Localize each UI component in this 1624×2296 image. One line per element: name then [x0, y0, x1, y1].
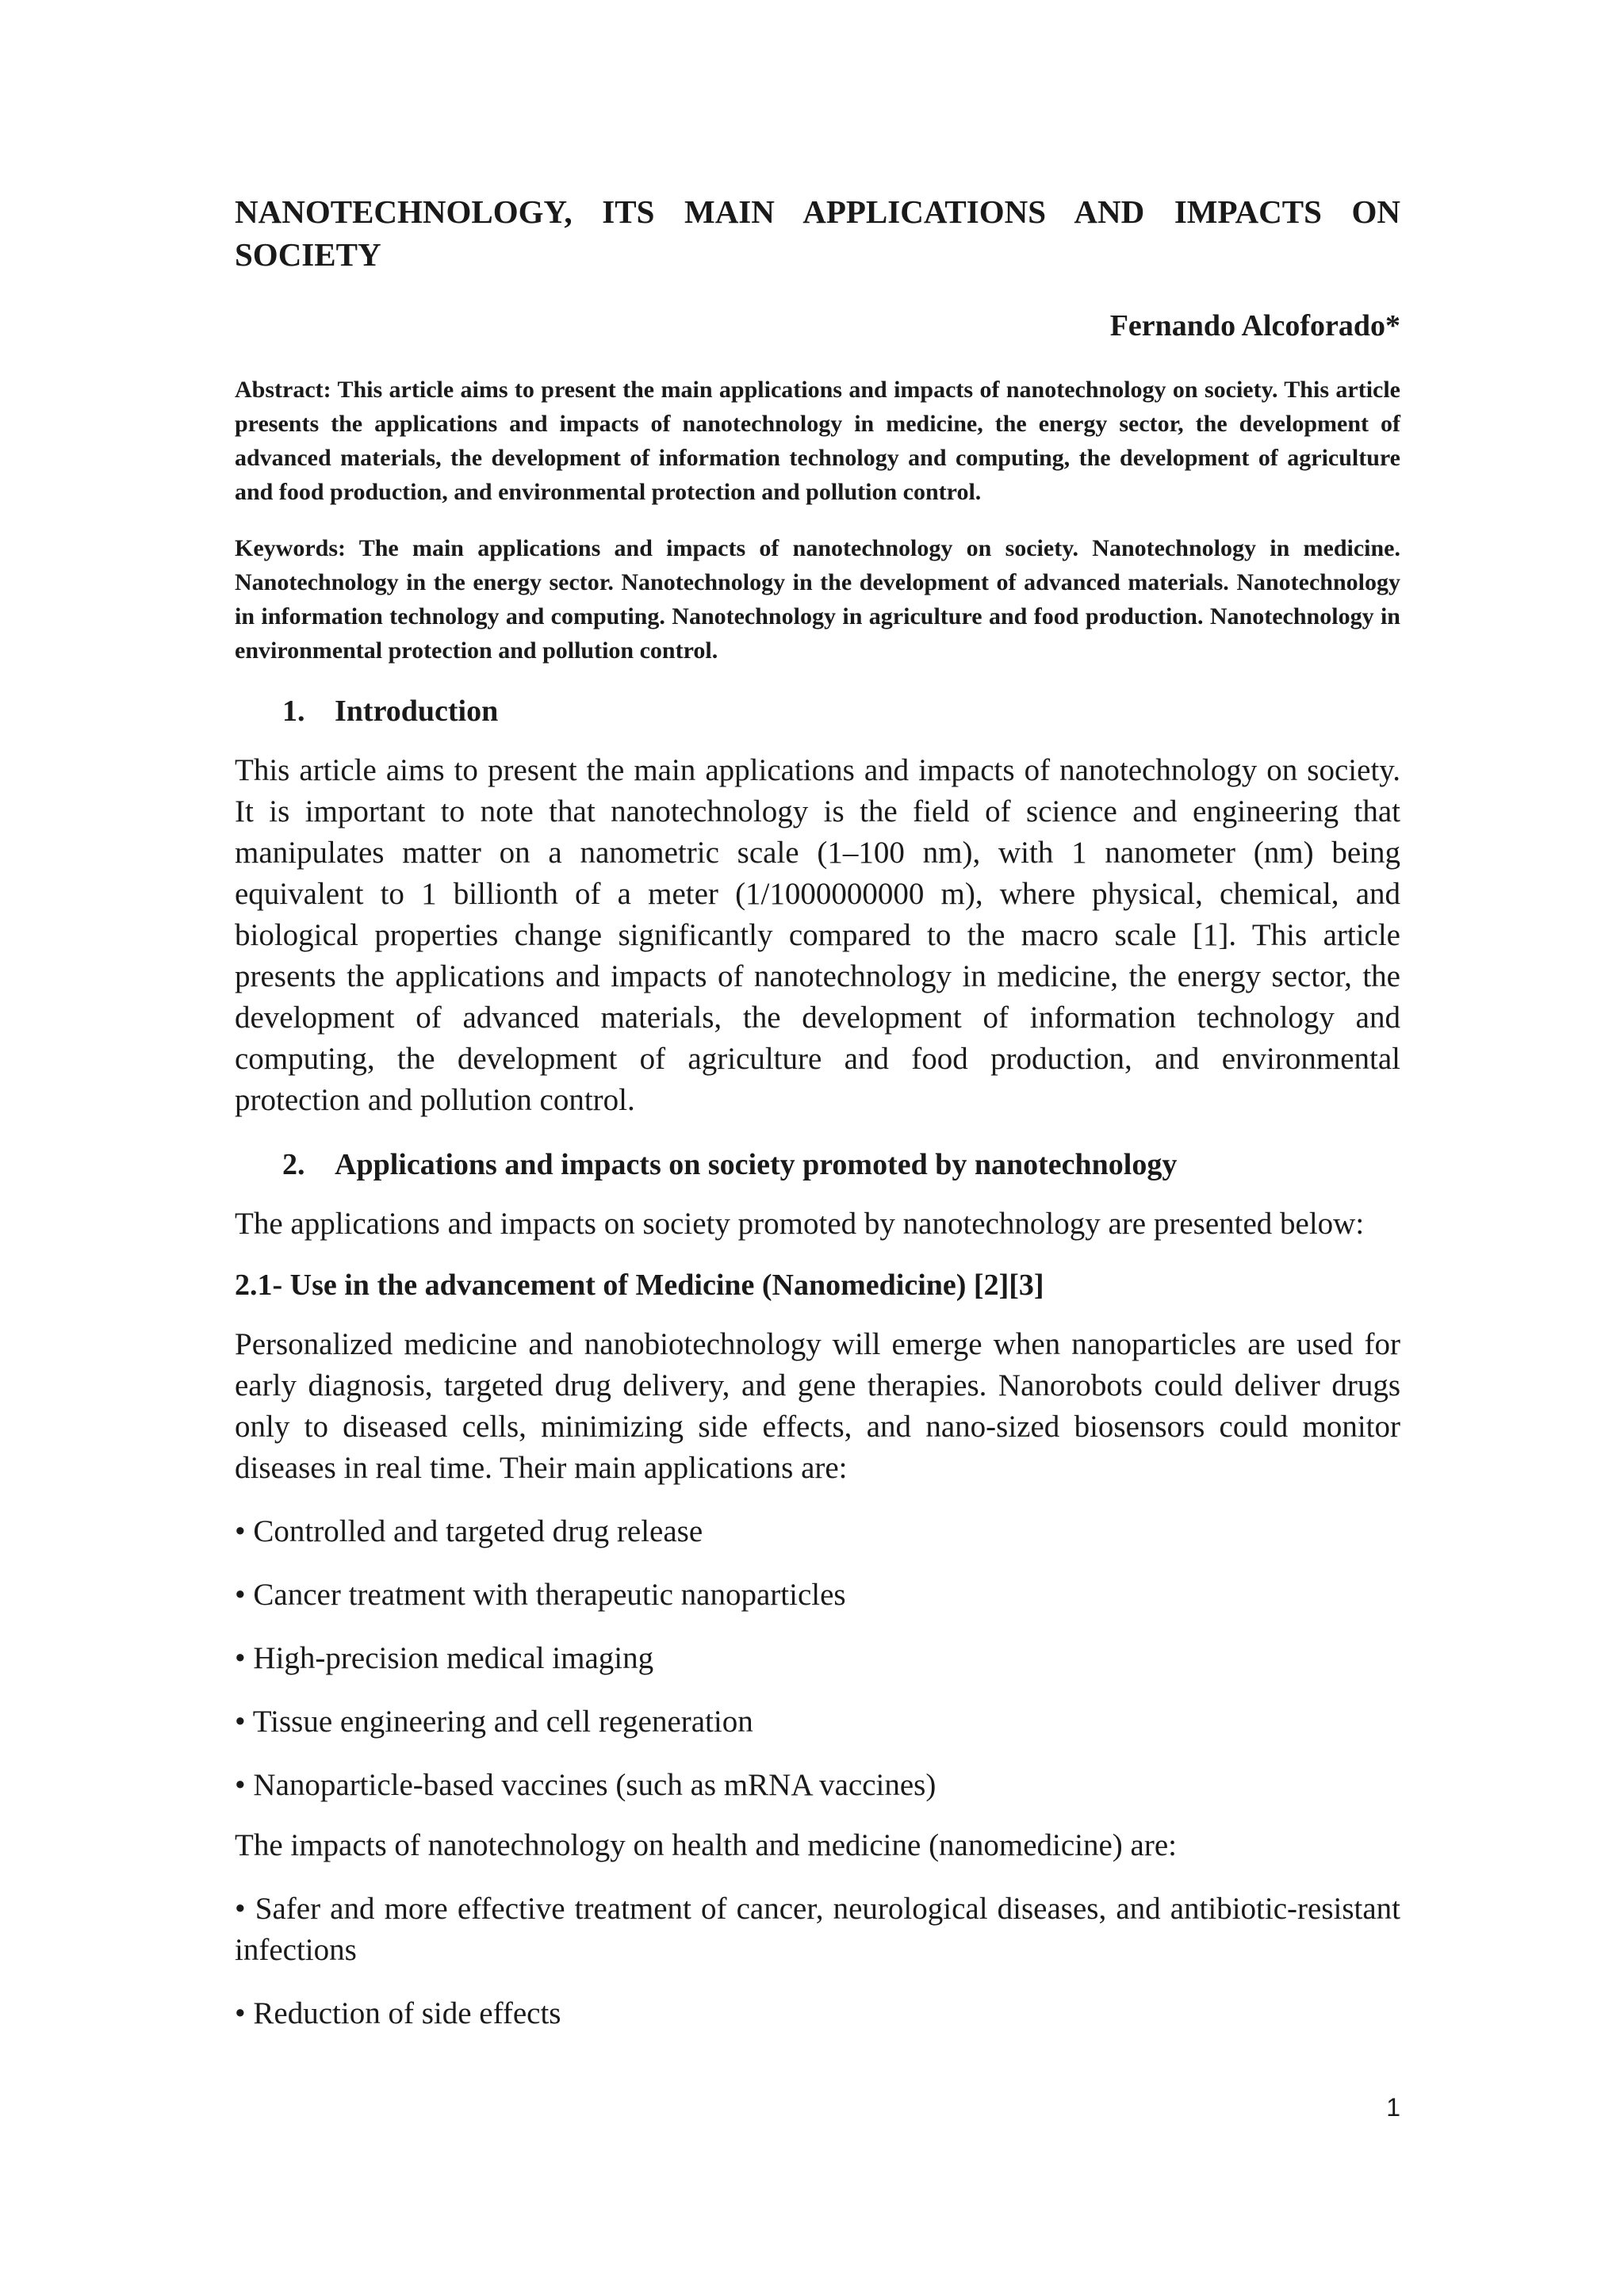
list-item: • Tissue engineering and cell regeneration: [235, 1705, 753, 1739]
list-item: • Nanoparticle-based vaccines (such as mRNA vaccines): [235, 1768, 936, 1802]
applications-paragraph: The applications and impacts on society promoted by nanotechnology are presented below:: [235, 1207, 1365, 1241]
section-number: 2.: [282, 1148, 305, 1181]
keywords: Keywords: The main applications and impacts of nanotechnology on society. Nanotechnology in medicine. Nanotechnology in the energy sector. Nanotechnology in the development of advanced materials. Nanotechnology in information technology and computing. Nanotechnology in agriculture and food production. Nanotechnology in environmental protection and pollution control.: [235, 535, 1400, 664]
page-number: 1: [1386, 2093, 1400, 2122]
section-title: Applications and impacts on society promoted by nanotechnology: [335, 1148, 1178, 1181]
list-item: • Cancer treatment with therapeutic nanoparticles: [235, 1578, 846, 1612]
introduction-paragraph: This article aims to present the main applications and impacts of nanotechnology on society. It is important to note that nanotechnology is the field of science and engineering that manipulates matter on a nanometric scale (1–100 nm), with 1 nanometer (nm) being equivalent to 1 billionth of a meter (1/1000000000 m), where physical, chemical, and biological properties change significantly compared to the macro scale [1]. This article presents the applications and impacts of nanotechnology in medicine, the energy sector, the development of advanced materials, the development of information technology and computing, the development of agriculture and food production, and environmental protection and pollution control.: [235, 753, 1400, 1117]
list-item: • Reduction of side effects: [235, 1996, 561, 2030]
page-content: [235, 190, 1400, 2034]
article-title: NANOTECHNOLOGY, ITS MAIN APPLICATIONS AND IMPACTS ON SOCIETY: [235, 193, 1400, 273]
abstract: Abstract: This article aims to present the main applications and impacts of nanotechnology on society. This article presents the applications and impacts of nanotechnology in medicine, the energy sector, the development of advanced materials, the development of information technology and computing, the development of agriculture and food production, and environmental protection and pollution control.: [235, 377, 1400, 505]
impacts-intro-paragraph: The impacts of nanotechnology on health and medicine (nanomedicine) are:: [235, 1828, 1177, 1862]
section-heading-applications: [235, 1145, 1400, 1184]
section-number: 1.: [282, 695, 305, 728]
list-item: • Safer and more effective treatment of cancer, neurological diseases, and antibiotic-resistant infections: [235, 1892, 1400, 1967]
author-name: Fernando Alcoforado*: [1109, 309, 1400, 342]
section-heading-introduction: [235, 691, 1400, 731]
section-title: Introduction: [335, 695, 499, 728]
subsection-heading-nanomedicine: 2.1- Use in the advancement of Medicine (Nanomedicine) [2][3]: [235, 1269, 1044, 1302]
list-item: • Controlled and targeted drug release: [235, 1514, 703, 1548]
list-item: • High-precision medical imaging: [235, 1641, 654, 1675]
nanomedicine-paragraph: Personalized medicine and nanobiotechnology will emerge when nanoparticles are used for early diagnosis, targeted drug delivery, and gene therapies. Nanorobots could deliver drugs only to diseased cells, minimizing side effects, and nano-sized biosensors could monitor diseases in real time. Their main applications are:: [235, 1327, 1400, 1485]
